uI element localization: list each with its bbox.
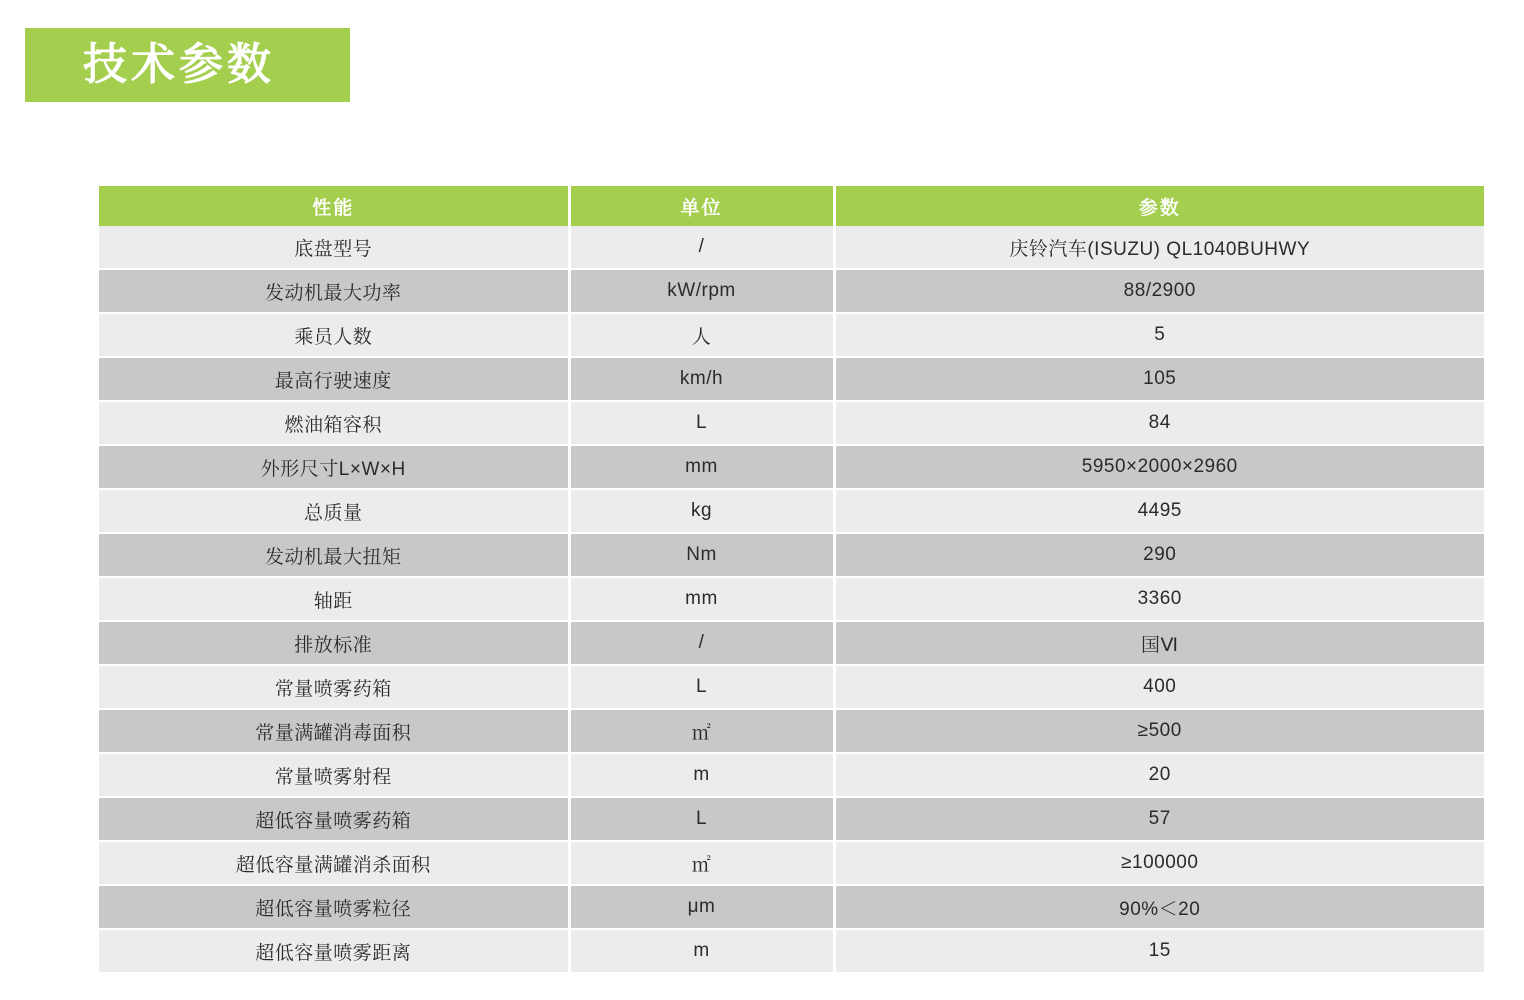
cell-unit: L [569,665,834,709]
cell-performance: 超低容量满罐消杀面积 [99,841,569,885]
cell-value: 84 [834,401,1484,445]
cell-unit: mm [569,577,834,621]
cell-value: ≥500 [834,709,1484,753]
cell-performance: 乘员人数 [99,313,569,357]
cell-value: 5950×2000×2960 [834,445,1484,489]
table-row [99,269,1484,313]
cell-unit: 人 [569,313,834,357]
cell-performance: 轴距 [99,577,569,621]
cell-performance: 排放标准 [99,621,569,665]
cell-unit: / [569,226,834,269]
table-header-row [99,186,1484,226]
cell-unit: ㎡ [569,709,834,753]
cell-performance: 底盘型号 [99,226,569,269]
cell-performance: 常量喷雾药箱 [99,665,569,709]
cell-unit: L [569,797,834,841]
cell-performance: 发动机最大扭矩 [99,533,569,577]
cell-value: 5 [834,313,1484,357]
column-header-parameter: 参数 [834,186,1484,226]
table-row [99,885,1484,929]
cell-unit: km/h [569,357,834,401]
table-row [99,577,1484,621]
cell-value: 庆铃汽车(ISUZU) QL1040BUHWY [834,226,1484,269]
cell-unit: kW/rpm [569,269,834,313]
cell-unit: Nm [569,533,834,577]
table-row [99,226,1484,269]
table-row [99,489,1484,533]
cell-performance: 常量满罐消毒面积 [99,709,569,753]
cell-value: 400 [834,665,1484,709]
cell-value: 4495 [834,489,1484,533]
cell-value: 105 [834,357,1484,401]
cell-value: 57 [834,797,1484,841]
technical-specifications-table [99,186,1484,974]
table-row [99,401,1484,445]
cell-value: 290 [834,533,1484,577]
table-row [99,313,1484,357]
table-row [99,665,1484,709]
cell-unit: μm [569,885,834,929]
cell-value: 90%＜20 [834,885,1484,929]
cell-value: 15 [834,929,1484,973]
cell-value: 20 [834,753,1484,797]
table-body [99,226,1484,973]
cell-unit: L [569,401,834,445]
table-header [99,186,1484,226]
cell-value: 3360 [834,577,1484,621]
cell-performance: 超低容量喷雾距离 [99,929,569,973]
cell-performance: 最高行驶速度 [99,357,569,401]
cell-unit: m [569,753,834,797]
cell-value: 88/2900 [834,269,1484,313]
page-title-banner [25,28,350,102]
cell-value: 国Ⅵ [834,621,1484,665]
cell-performance: 总质量 [99,489,569,533]
table-row [99,797,1484,841]
table-row [99,445,1484,489]
cell-unit: kg [569,489,834,533]
cell-performance: 外形尺寸L×W×H [99,445,569,489]
column-header-unit: 单位 [569,186,834,226]
table-row [99,753,1484,797]
cell-unit: mm [569,445,834,489]
cell-performance: 超低容量喷雾粒径 [99,885,569,929]
table-row [99,709,1484,753]
cell-performance: 常量喷雾射程 [99,753,569,797]
page-title: 技术参数 [83,40,275,89]
cell-unit: ㎡ [569,841,834,885]
table-row [99,533,1484,577]
table-row [99,357,1484,401]
column-header-performance: 性能 [99,186,569,226]
cell-value: ≥100000 [834,841,1484,885]
cell-unit: m [569,929,834,973]
cell-performance: 超低容量喷雾药箱 [99,797,569,841]
cell-performance: 发动机最大功率 [99,269,569,313]
cell-performance: 燃油箱容积 [99,401,569,445]
table-row [99,841,1484,885]
cell-unit: / [569,621,834,665]
table-row [99,929,1484,973]
table-row [99,621,1484,665]
